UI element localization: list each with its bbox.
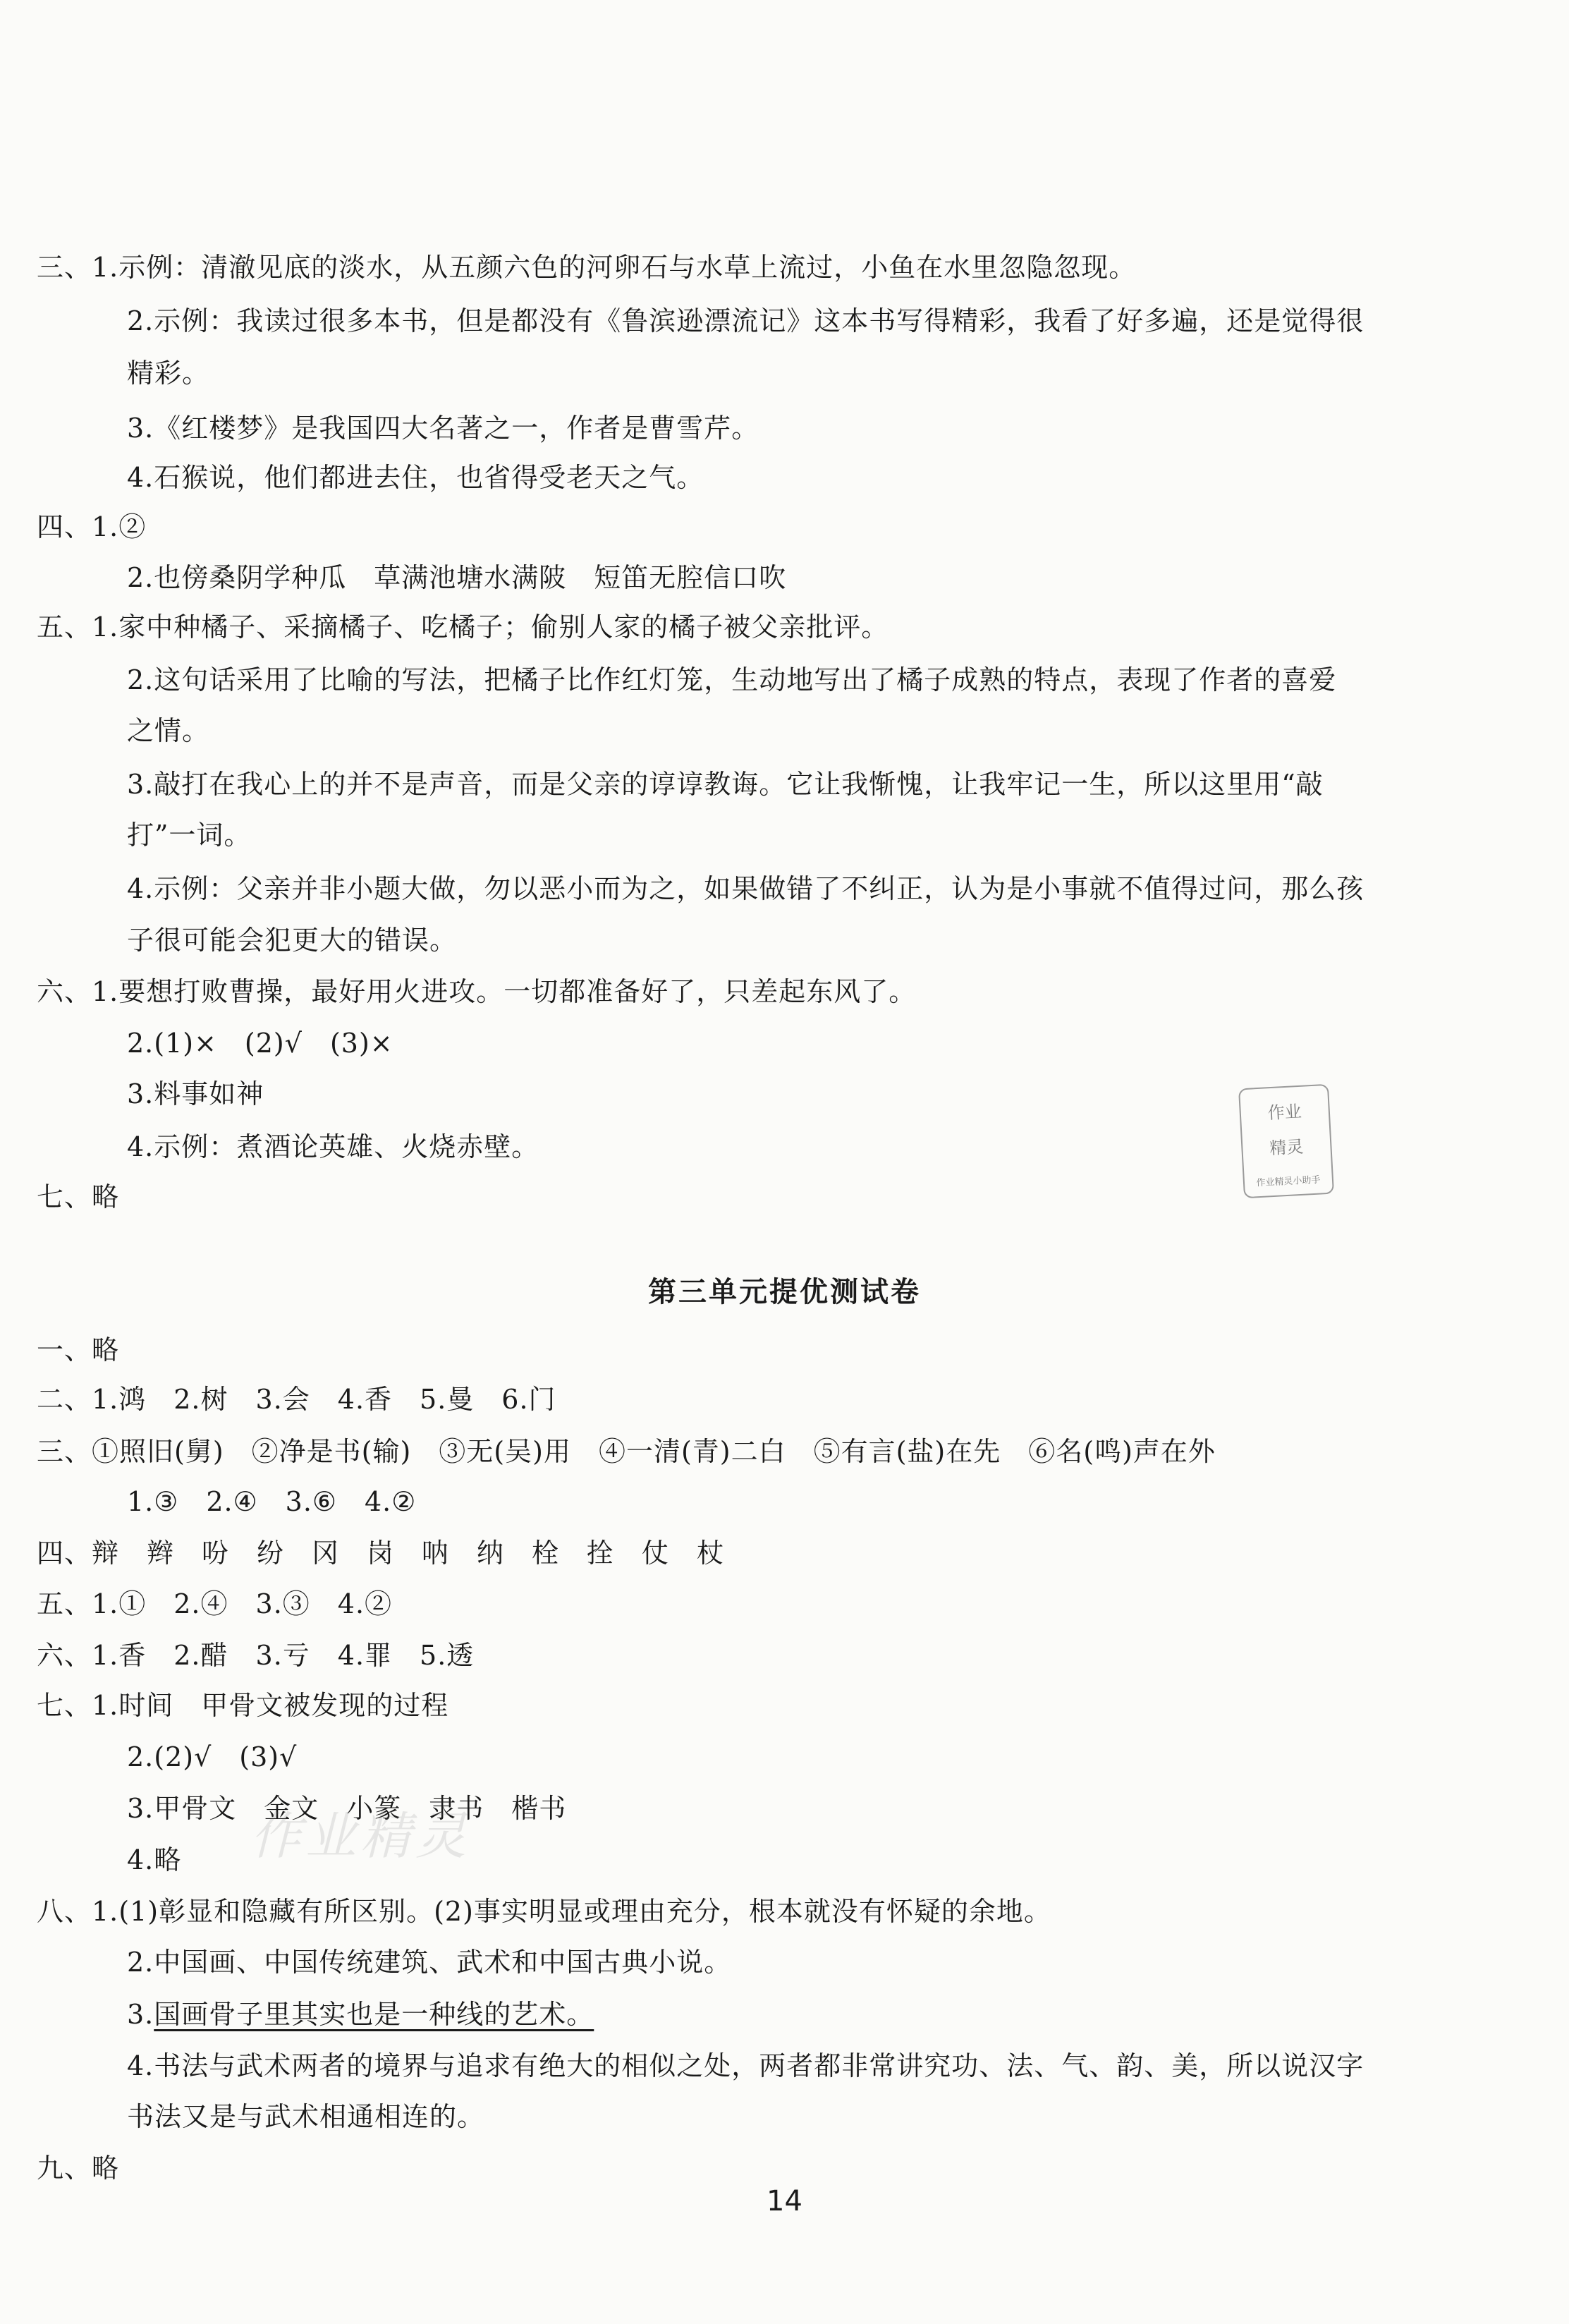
answer-line-3: 精彩。 (127, 358, 210, 389)
answer-line-12: 打”一词。 (127, 820, 252, 851)
stamp-line-1: 作业 (1267, 1101, 1302, 1124)
answer-line-26: 六、1.香 2.醋 3.亏 4.罪 5.透 (37, 1640, 475, 1671)
answer-line-13: 4.示例：父亲并非小题大做，勿以恶小而为之，如果做错了不纠正，认为是小事就不值得过问，那么孩 (127, 873, 1365, 904)
answer-line-1: 三、1.示例：清澈见底的淡水，从五颜六色的河卵石与水草上流过，小鱼在水里忽隐忽现。 (37, 252, 1137, 283)
answer-line-18: 4.示例：煮酒论英雄、火烧赤壁。 (127, 1131, 539, 1162)
page-number: 14 (767, 2185, 802, 2217)
answer-line-4: 3.《红楼梦》是我国四大名著之一，作者是曹雪芹。 (127, 413, 759, 444)
answer-line-11: 3.敲打在我心上的并不是声音，而是父亲的谆谆教诲。它让我惭愧，让我牢记一生，所以这里用“敲 (127, 769, 1324, 800)
answer-line-33-number: 3. (127, 1999, 154, 2030)
answer-line-9: 2.这句话采用了比喻的写法，把橘子比作红灯笼，生动地写出了橘子成熟的特点，表现了作者的喜爱 (127, 664, 1337, 695)
answer-line-15: 六、1.要想打败曹操，最好用火进攻。一切都准备好了，只差起东风了。 (37, 976, 917, 1007)
answer-line-10: 之情。 (127, 715, 210, 746)
stamp-small-text: 作业精灵小助手 (1256, 1174, 1321, 1189)
answer-line-35: 书法又是与武术相通相连的。 (127, 2101, 485, 2132)
answer-line-19: 七、略 (37, 1181, 120, 1212)
answer-line-34: 4.书法与武术两者的境界与追求有绝大的相似之处，两者都非常讲究功、法、气、韵、美，所以说汉字 (127, 2050, 1365, 2081)
answer-line-8: 五、1.家中种橘子、采摘橘子、吃橘子；偷别人家的橘子被父亲批评。 (37, 612, 889, 643)
answer-line-5: 4.石猴说，他们都进去住，也省得受老天之气。 (127, 462, 704, 493)
answer-line-29: 3.甲骨文 金文 小篆 隶书 楷书 (127, 1793, 567, 1824)
answer-line-21: 二、1.鸿 2.树 3.会 4.香 5.曼 6.门 (37, 1384, 556, 1415)
answer-line-23: 1.③ 2.④ 3.⑥ 4.② (127, 1486, 417, 1517)
answer-line-17: 3.料事如神 (127, 1078, 264, 1109)
answer-line-31: 八、1.(1)彰显和隐藏有所区别。(2)事实明显或理由充分，根本就没有怀疑的余地。 (37, 1896, 1051, 1927)
answer-line-20: 一、略 (37, 1334, 120, 1365)
answer-line-24: 四、辩 辫 吩 纷 冈 岗 呐 纳 栓 拴 仗 杖 (37, 1538, 725, 1569)
answer-line-25: 五、1.① 2.④ 3.③ 4.② (37, 1588, 393, 1619)
answer-line-6: 四、1.② (37, 511, 147, 542)
answer-line-16: 2.(1)× (2)√ (3)× (127, 1028, 393, 1059)
stamp-logo (1238, 1084, 1334, 1198)
answer-line-33 (127, 1997, 594, 2031)
answer-line-14: 子很可能会犯更大的错误。 (127, 925, 458, 956)
stamp-line-2: 精灵 (1269, 1136, 1305, 1159)
answer-line-2: 2.示例：我读过很多本书，但是都没有《鲁滨逊漂流记》这本书写得精彩，我看了好多遍，还是觉得很 (127, 305, 1365, 336)
answer-line-32: 2.中国画、中国传统建筑、武术和中国古典小说。 (127, 1947, 732, 1978)
answer-line-36: 九、略 (37, 2153, 120, 2184)
answer-line-30: 4.略 (127, 1844, 182, 1875)
watermark: 作业精灵 (250, 1806, 471, 1866)
answer-line-22: 三、①照旧(舅) ②净是书(输) ③无(吴)用 ④一清(青)二白 ⑤有言(盐)在先 ⑥名(鸣)声在外 (37, 1436, 1216, 1467)
answer-line-28: 2.(2)√ (3)√ (127, 1741, 298, 1772)
underlined-answer: 国画骨子里其实也是一种线的艺术。 (154, 1999, 594, 2030)
answer-line-27: 七、1.时间 甲骨文被发现的过程 (37, 1690, 449, 1721)
answer-line-7: 2.也傍桑阴学种瓜 草满池塘水满陂 短笛无腔信口吹 (127, 562, 787, 593)
section-title: 第三单元提优测试卷 (648, 1276, 921, 1308)
